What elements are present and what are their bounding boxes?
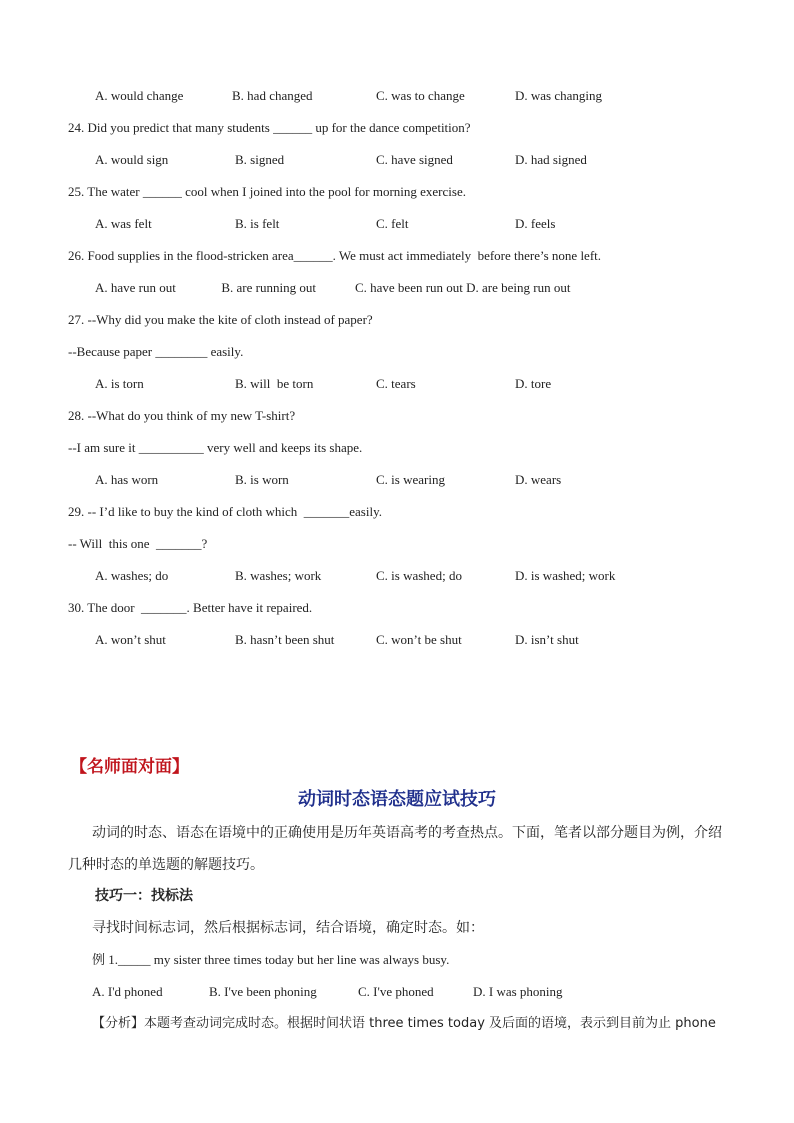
q23-option-d: D. was changing [515,88,603,103]
q26-options: A. have run out B. are running out C. have been run out D. are being run out [95,280,571,295]
q29-option-d: D. is washed; work [515,568,616,583]
tip1-description: 寻找时间标志词，然后根据标志词，结合语境，确定时态。如： [92,920,484,936]
q24-option-d: D. had signed [515,152,587,167]
q29-option-b: B. washes; work [235,568,322,583]
q30-option-a: A. won’t shut [95,632,166,647]
q30-option-c: C. won’t be shut [376,632,462,647]
section-tag: 【名师面对面】 [70,757,189,777]
q25-stem: 25. The water ______ cool when I joined into the pool for morning exercise. [68,184,466,199]
example-option-c: C. I've phoned [358,984,434,999]
q26-stem: 26. Food supplies in the flood-stricken area______. We must act immediately before there’s none left. [68,248,602,263]
analysis-text: 【分析】本题考查动词完成时态。根据时间状语 three times today 及后面的语境，表示到目前为止 phone [92,1016,716,1031]
q28-option-d: D. wears [515,472,562,487]
q23-option-c: C. was to change [376,88,465,103]
q29-option-a: A. washes; do [95,568,169,583]
q24-option-a: A. would sign [95,152,169,167]
q24-stem: 24. Did you predict that many students ______ up for the dance competition? [68,120,471,135]
q30-option-b: B. hasn’t been shut [235,632,335,647]
q29-stem-reply: -- Will this one _______? [68,536,208,551]
q29-stem: 29. -- I’d like to buy the kind of cloth which _______easily. [68,504,382,519]
q27-option-b: B. will be torn [235,376,314,391]
q28-stem: 28. --What do you think of my new T-shirt? [68,408,296,423]
intro-line-1: 动词的时态、语态在语境中的正确使用是历年英语高考的考查热点。下面，笔者以部分题目为例，介绍 [92,825,722,841]
q29-option-c: C. is washed; do [376,568,462,583]
intro-line-2: 几种时态的单选题的解题技巧。 [68,857,264,873]
q28-stem-reply: --I am sure it __________ very well and keeps its shape. [68,440,363,455]
q28-option-c: C. is wearing [376,472,445,487]
q25-option-c: C. felt [376,216,409,231]
section-title: 动词时态语态题应试技巧 [298,789,496,810]
example-stem: 例 1._____ my sister three times today but her line was always busy. [92,952,450,967]
q23-option-a: A. would change [95,88,184,103]
q30-stem: 30. The door _______. Better have it repaired. [68,600,313,615]
q28-option-a: A. has worn [95,472,159,487]
q30-option-d: D. isn’t shut [515,632,579,647]
q25-option-b: B. is felt [235,216,280,231]
example-option-d: D. I was phoning [473,984,563,999]
q24-option-c: C. have signed [376,152,453,167]
q23-option-b: B. had changed [232,88,313,103]
example-option-a: A. I'd phoned [92,984,163,999]
q27-option-a: A. is torn [95,376,144,391]
q27-option-d: D. tore [515,376,552,391]
q27-stem: 27. --Why did you make the kite of cloth instead of paper? [68,312,373,327]
q25-option-d: D. feels [515,216,556,231]
q25-option-a: A. was felt [95,216,152,231]
example-option-b: B. I've been phoning [209,984,317,999]
q27-option-c: C. tears [376,376,416,391]
q24-option-b: B. signed [235,152,285,167]
tip1-title: 技巧一：找标法 [95,888,193,904]
q27-stem-reply: --Because paper ________ easily. [68,344,244,359]
q28-option-b: B. is worn [235,472,289,487]
